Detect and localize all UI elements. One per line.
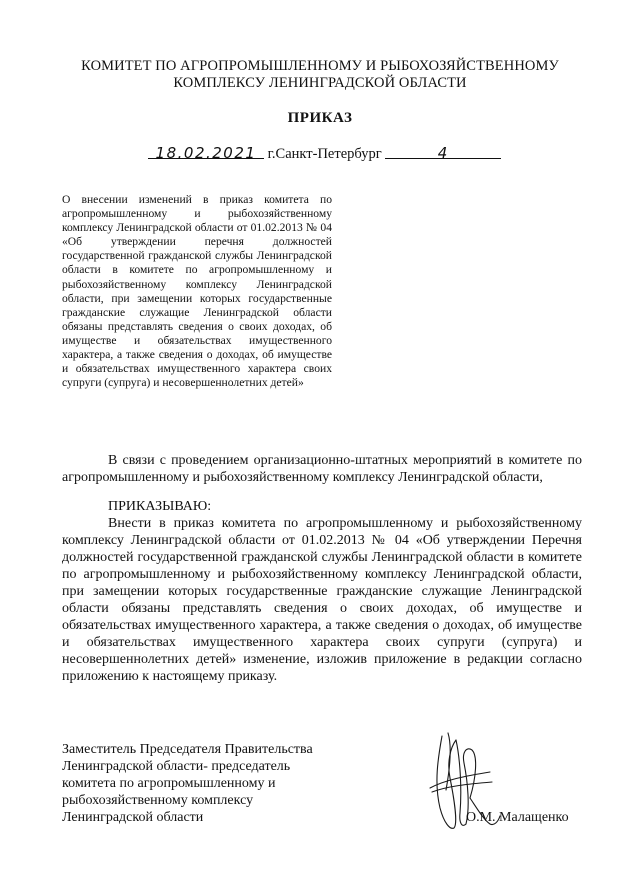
position-line: Ленинградской области [62,810,204,825]
order-subject [62,193,332,390]
header-line-1: КОМИТЕТ ПО АГРОПРОМЫШЛЕННОМУ И РЫБОХОЗЯЙСТВЕННОМУ [81,58,559,74]
handwritten-number: 4 [437,144,449,162]
signatory-position [62,741,313,826]
position-line: Заместитель Председателя Правительства [62,742,313,757]
header-line-2: КОМПЛЕКСУ ЛЕНИНГРАДСКОЙ ОБЛАСТИ [173,75,467,91]
handwritten-date: 18.02.2021 [155,144,257,162]
document-title: ПРИКАЗ [287,110,353,126]
subject-text: О внесении изменений в приказ комитета по агропромышленному и рыбохозяйственному комплексу Ленинградской области от 01.02.2013 № 04 «Об утверждении перечня должностей государственной гражданской службы Ленинградской области в комитете по агропромышленному и рыбохозяйственному комплексу Ленинградской области, при замещении которых государственные гражданские служащие Ленинградской области обязаны представлять сведения о своих доходах, об имуществе и обязательствах имущественного характера, а также сведения о доходах, об имуществе и обязательствах имущественного характера своих супруги (супруга) и несовершеннолетних детей» [62,193,332,390]
preamble-paragraph: В связи с проведением организационно-штатных мероприятий в комитете по агропромышленному и рыбохозяйственному комплексу Ленинградской области, [62,453,582,485]
city-label: г.Санкт-Петербург [267,146,382,162]
order-paragraph: Внести в приказ комитета по агропромышленному и рыбохозяйственному комплексу Ленинградской области от 01.02.2013 № 04 «Об утверждении Перечня должностей государственной гражданской службы Ленинградской области в комитете по агропромышленному и рыбохозяйственному комплексу Ленинградской области, при замещении которых государственные гражданские служащие Ленинградской области обязаны представлять сведения о своих доходах, об имуществе и обязательствах имущественного характера, а также сведения о доходах, об имуществе и обязательствах имущественного характера своих супруги (супруга) и несовершеннолетних детей» изменение, изложив приложение в редакции согласно приложению к настоящему приказу. [62,516,582,684]
position-line: рыбохозяйственному комплексу [62,793,254,808]
order-body [62,452,582,685]
order-word: ПРИКАЗЫВАЮ: [108,499,212,514]
date-line [148,144,501,163]
signatory-name: О.М. Малащенко [466,810,569,825]
date-field [148,144,264,162]
document-header [0,58,640,92]
number-field [385,144,501,162]
position-line: Ленинградской области- председатель [62,759,291,774]
position-line: комитета по агропромышленному и [62,776,276,791]
